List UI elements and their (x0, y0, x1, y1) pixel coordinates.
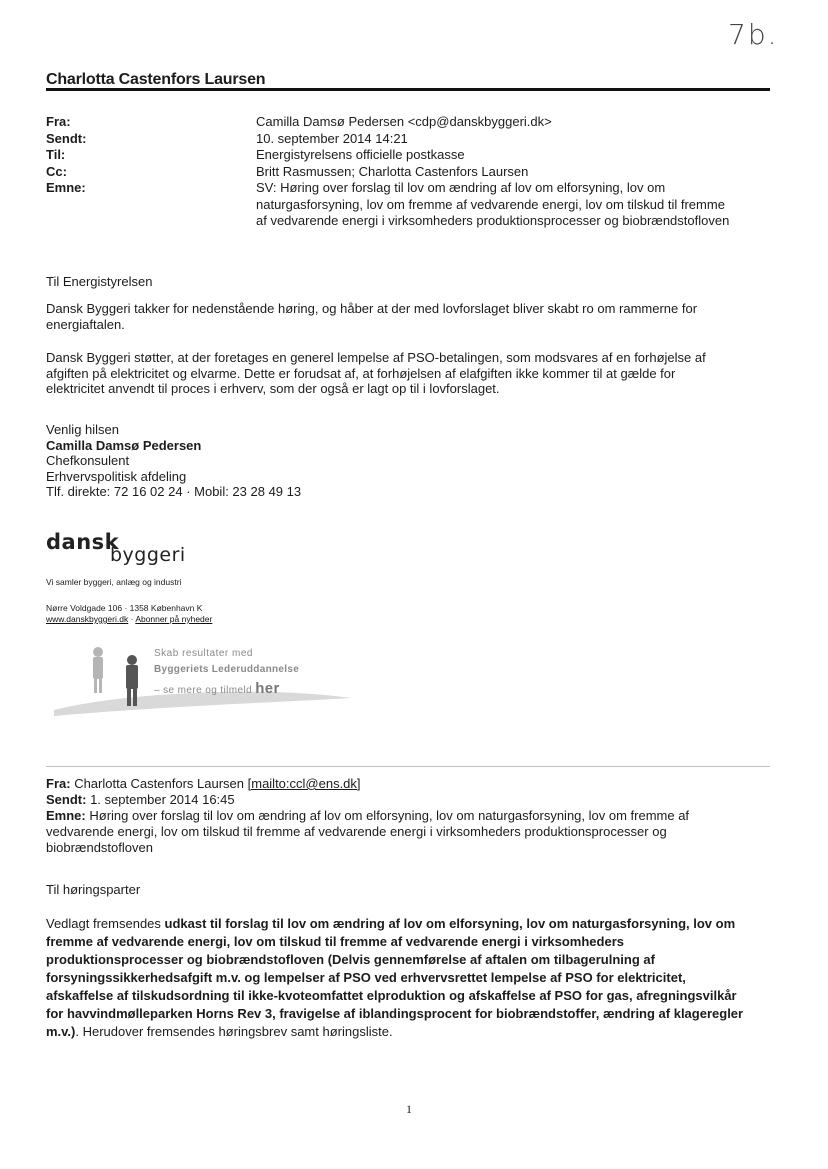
forward-bold-line: forsyningssikkerhedsafgift m.v. og lempelser af PSO ved erhvervsrettet lempelse af PSO for elektricitet, (46, 970, 686, 985)
text-line: elektricitet anvendt til proces i erhverv, som der også er lagt op til i lovforslaget. (46, 381, 500, 396)
banner-line-3 (154, 680, 280, 697)
forward-subject-line: Høring over forslag til lov om ændring af lov om elforsyning, lov om naturgasforsyning, lov om fremme af (89, 808, 690, 823)
forward-separator (46, 766, 770, 767)
reply-greeting: Til Energistyrelsen (46, 274, 153, 289)
forward-bold-line: m.v.) (46, 1024, 76, 1039)
forward-mailto-link[interactable]: [mailto:ccl@ens.dk] (247, 776, 361, 791)
signer-name: Camilla Damsø Pedersen (46, 437, 202, 453)
forward-tail: . Herudover fremsendes høringsbrev samt høringsliste. (75, 1024, 393, 1039)
handwritten-stamp: 7b. (728, 18, 779, 51)
forward-greeting: Til høringsparter (46, 882, 141, 897)
closing: Venlig hilsen (46, 422, 119, 437)
company-address-block (46, 603, 212, 625)
logo-text-byggeri: byggeri (110, 544, 186, 566)
header-values (256, 114, 729, 230)
subject-line: SV: Høring over forslag til lov om ændring af lov om elforsyning, lov om (256, 180, 666, 195)
forward-from-value: Charlotta Castenfors Laursen (74, 776, 244, 791)
forward-subject-line: vedvarende energi, lov om tilskud til fremme af vedvarende energi i virksomheders produktionsprocesser og (46, 824, 667, 839)
link-separator: · (128, 614, 136, 624)
header-labels (46, 114, 86, 197)
forward-sent-label: Sendt: (46, 792, 87, 807)
text-line: Dansk Byggeri støtter, at der foretages en generel lempelse af PSO-betalingen, som modsvares af en forhøjelse af (46, 350, 706, 365)
title-rule (46, 88, 770, 91)
from-label: Fra: (46, 114, 71, 129)
mailbox-owner: Charlotta Castenfors Laursen (46, 71, 266, 88)
tagline: Vi samler byggeri, anlæg og industri (46, 577, 182, 587)
signer-title: Chefkonsulent (46, 453, 130, 468)
to-value: Energistyrelsens officielle postkasse (256, 147, 465, 162)
sent-value: 10. september 2014 14:21 (256, 130, 408, 146)
forward-bold-line: udkast til forslag til lov om ændring af lov om elforsyning, lov om naturgasforsyning, lov om (164, 916, 736, 931)
forward-sent-value: 1. september 2014 16:45 (90, 792, 235, 807)
forward-body-paragraph (46, 915, 790, 1041)
banner-line-1: Skab resultater med (154, 648, 253, 659)
cc-label: Cc: (46, 163, 67, 179)
banner-here-link[interactable]: her (255, 680, 280, 697)
forward-bold-line: for havvindmølleparken Horns Rev 3, fravigelse af iblandingsprocent for biobrændstoffer, ændring af klageregler (46, 1006, 744, 1021)
forward-header (46, 776, 786, 856)
forward-intro: Vedlagt fremsendes (46, 916, 165, 931)
page-number: 1 (406, 1102, 412, 1116)
signer-phone: Tlf. direkte: 72 16 02 24 · Mobil: 23 28 49 13 (46, 484, 302, 499)
banner-line-2: Byggeriets Lederuddannelse (154, 664, 300, 675)
reply-paragraph-1 (46, 301, 776, 332)
newsletter-link[interactable]: Abonner på nyheder (135, 614, 213, 624)
dansk-byggeri-logo[interactable] (46, 530, 246, 570)
signer-department: Erhvervspolitisk afdeling (46, 468, 187, 484)
leadership-banner[interactable] (46, 640, 356, 718)
banner-line-3-text: – se mere og tilmeld (154, 685, 253, 696)
text-line: energiaftalen. (46, 316, 125, 332)
from-value: Camilla Damsø Pedersen <cdp@danskbyggeri.dk> (256, 114, 552, 129)
cc-value: Britt Rasmussen; Charlotta Castenfors Laursen (256, 163, 529, 179)
forward-bold-line: afskaffelse af tilskudsordning til ikke-kvoteomfattet elproduktion og afskaffelse af PSO for gas, afregningsvilkår (46, 988, 737, 1003)
forward-from-row (46, 776, 786, 792)
website-link[interactable]: www.danskbyggeri.dk (46, 614, 129, 624)
forward-bold-line: produktionsprocesser og biobrændstofloven (Delvis gennemførelse af aftalen om tilbagerulning af (46, 952, 655, 967)
subject-label: Emne: (46, 180, 86, 195)
forward-from-label: Fra: (46, 776, 71, 791)
forward-subject-row (46, 808, 786, 824)
forward-subject-label: Emne: (46, 808, 86, 823)
logo-text-dansk: dansk (46, 530, 120, 554)
reply-paragraph-2 (46, 350, 786, 397)
forward-bold-line: fremme af vedvarende energi, lov om tilskud til fremme af vedvarende energi i virksomheders (46, 934, 624, 949)
text-line: Dansk Byggeri takker for nedenstående høring, og håber at der med lovforslaget bliver skabt ro om rammerne for (46, 301, 698, 316)
text-line: afgiften på elektricitet og elvarme. Dette er forudsat af, at forhøjelsen af elafgiften ikke kommer til at gælde for (46, 365, 676, 381)
to-label: Til: (46, 147, 66, 162)
company-address: Nørre Voldgade 106 · 1358 København K (46, 603, 203, 613)
sent-label: Sendt: (46, 130, 87, 146)
forward-subject-line: biobrændstofloven (46, 840, 153, 855)
subject-line: af vedvarende energi i virksomheders produktionsprocesser og biobrændstofloven (256, 213, 730, 228)
signature (46, 422, 301, 500)
forward-sent-row (46, 792, 786, 808)
subject-line: naturgasforsyning, lov om fremme af vedvarende energi, lov om tilskud til fremme (256, 196, 725, 212)
